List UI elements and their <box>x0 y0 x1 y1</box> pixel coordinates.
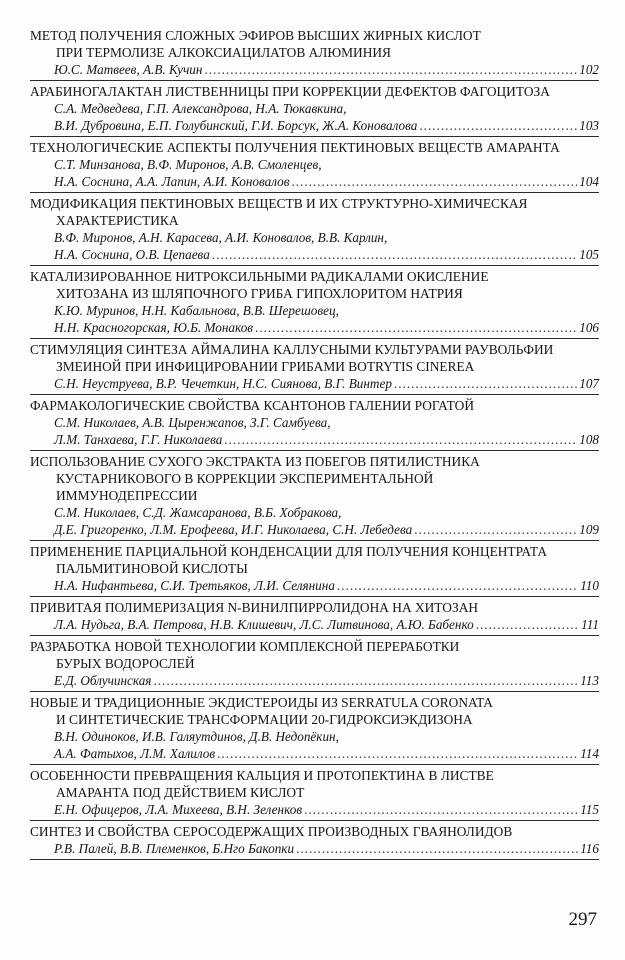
toc-entry <box>30 339 599 395</box>
entry-page-number: 109 <box>579 522 599 537</box>
toc-entry <box>30 636 599 692</box>
entry-title-line: МЕТОД ПОЛУЧЕНИЯ СЛОЖНЫХ ЭФИРОВ ВЫСШИХ ЖИРНЫХ КИСЛОТ <box>30 28 481 43</box>
entry-title-line: СТИМУЛЯЦИЯ СИНТЕЗА АЙМАЛИНА КАЛЛУСНЫМИ КУЛЬТУРАМИ РАУВОЛЬФИИ <box>30 342 554 357</box>
entry-authors-line <box>30 173 599 190</box>
entry-title-line: ПРИ ТЕРМОЛИЗЕ АЛКОКСИАЦИЛАТОВ АЛЮМИНИЯ <box>56 45 391 60</box>
entry-page-number: 113 <box>580 673 599 688</box>
toc-entry <box>30 395 599 451</box>
entry-authors-line <box>30 521 599 538</box>
dot-leader <box>212 246 577 263</box>
entry-title-line: КАТАЛИЗИРОВАННОЕ НИТРОКСИЛЬНЫМИ РАДИКАЛАМИ ОКИСЛЕНИЕ <box>30 269 489 284</box>
dot-leader <box>476 616 579 633</box>
entry-page-number: 110 <box>580 578 599 593</box>
entry-authors: Н.А. Соснина, А.А. Лапин, А.И. Коновалов <box>54 174 290 189</box>
entry-authors: С.Н. Неуструева, В.Р. Чечеткин, Н.С. Сиянова, В.Г. Винтер <box>54 376 392 391</box>
entry-title-line: НОВЫЕ И ТРАДИЦИОННЫЕ ЭКДИСТЕРОИДЫ ИЗ SERRATULA CORONATA <box>30 695 493 710</box>
entry-page-number: 111 <box>581 617 599 632</box>
entry-authors-line <box>30 117 599 134</box>
entry-authors-line <box>30 577 599 594</box>
entry-title-line: АРАБИНОГАЛАКТАН ЛИСТВЕННИЦЫ ПРИ КОРРЕКЦИИ ДЕФЕКТОВ ФАГОЦИТОЗА <box>30 84 550 99</box>
entry-authors-line <box>30 840 599 857</box>
entry-page-number: 114 <box>580 746 599 761</box>
entry-title-line: ОСОБЕННОСТИ ПРЕВРАЩЕНИЯ КАЛЬЦИЯ И ПРОТОПЕКТИНА В ЛИСТВЕ <box>30 768 494 783</box>
toc-entry <box>30 27 599 81</box>
entry-page-number: 104 <box>579 174 599 189</box>
entry-authors-line <box>30 801 599 818</box>
entry-authors-line <box>30 61 599 78</box>
entry-title-line: ФАРМАКОЛОГИЧЕСКИЕ СВОЙСТВА КСАНТОНОВ ГАЛЕНИИ РОГАТОЙ <box>30 398 475 413</box>
entry-authors: С.Т. Минзанова, В.Ф. Миронов, А.В. Смоленцев, <box>54 157 322 172</box>
entry-page-number: 106 <box>579 320 599 335</box>
entry-title-line: АМАРАНТА ПОД ДЕЙСТВИЕМ КИСЛОТ <box>56 785 305 800</box>
entry-authors-line <box>30 375 599 392</box>
page-number: 297 <box>568 909 597 930</box>
dot-leader <box>204 61 577 78</box>
entry-authors: Л.М. Танхаева, Г.Г. Николаева <box>54 432 223 447</box>
table-of-contents <box>30 27 599 860</box>
dot-leader <box>414 521 577 538</box>
toc-entry <box>30 451 599 541</box>
entry-authors: С.А. Медведева, Г.П. Александрова, Н.А. Тюкавкина, <box>54 101 347 116</box>
entry-page-number: 103 <box>579 118 599 133</box>
entry-authors-line <box>30 616 599 633</box>
entry-authors: Р.В. Палей, В.В. Племенков, Б.Нго Бакопки <box>54 841 295 856</box>
toc-entry <box>30 266 599 339</box>
entry-title-line: ИСПОЛЬЗОВАНИЕ СУХОГО ЭКСТРАКТА ИЗ ПОБЕГОВ ПЯТИЛИСТНИКА <box>30 454 480 469</box>
entry-authors: Е.Н. Офицеров, Л.А. Михеева, В.Н. Зеленков <box>54 802 303 817</box>
entry-page-number: 105 <box>579 247 599 262</box>
entry-title-line: ЗМЕИНОЙ ПРИ ИНФИЦИРОВАНИИ ГРИБАМИ BOTRYTIS CINEREA <box>56 359 475 374</box>
entry-title-line: ТЕХНОЛОГИЧЕСКИЕ АСПЕКТЫ ПОЛУЧЕНИЯ ПЕКТИНОВЫХ ВЕЩЕСТВ АМАРАНТА <box>30 140 560 155</box>
toc-entry <box>30 81 599 137</box>
dot-leader <box>217 745 578 762</box>
entry-title-line: КУСТАРНИКОВОГО В КОРРЕКЦИИ ЭКСПЕРИМЕНТАЛЬНОЙ <box>56 471 434 486</box>
entry-title-line: ИММУНОДЕПРЕССИИ <box>56 488 198 503</box>
entry-title-line: РАЗРАБОТКА НОВОЙ ТЕХНОЛОГИИ КОМПЛЕКСНОЙ ПЕРЕРАБОТКИ <box>30 639 460 654</box>
entry-authors: Л.А. Нудьга, В.А. Петрова, Н.В. Клишевич, Л.С. Литвинова, А.Ю. Бабенко <box>54 617 474 632</box>
entry-authors-line <box>30 745 599 762</box>
dot-leader <box>255 319 577 336</box>
entry-authors: Д.Е. Григоренко, Л.М. Ерофеева, И.Г. Николаева, С.Н. Лебедева <box>54 522 413 537</box>
entry-page-number: 108 <box>579 432 599 447</box>
entry-authors: Н.Н. Красногорская, Ю.Б. Монаков <box>54 320 254 335</box>
entry-title-line: И СИНТЕТИЧЕСКИЕ ТРАНСФОРМАЦИИ 20-ГИДРОКСИЭКДИЗОНА <box>56 712 473 727</box>
entry-title-line: СИНТЕЗ И СВОЙСТВА СЕРОСОДЕРЖАЩИХ ПРОИЗВОДНЫХ ГВАЯНОЛИДОВ <box>30 824 513 839</box>
toc-entry <box>30 765 599 821</box>
dot-leader <box>304 801 578 818</box>
entry-page-number: 115 <box>580 802 599 817</box>
entry-page-number: 116 <box>580 841 599 856</box>
entry-title-line: МОДИФИКАЦИЯ ПЕКТИНОВЫХ ВЕЩЕСТВ И ИХ СТРУКТУРНО-ХИМИЧЕСКАЯ <box>30 196 528 211</box>
entry-authors-line <box>30 431 599 448</box>
entry-authors-line <box>30 246 599 263</box>
entry-title-line: ПАЛЬМИТИНОВОЙ КИСЛОТЫ <box>56 561 248 576</box>
toc-entry <box>30 541 599 597</box>
entry-authors: В.Ф. Миронов, А.Н. Карасева, А.И. Коновалов, В.В. Карлин, <box>54 230 388 245</box>
dot-leader <box>153 672 578 689</box>
dot-leader <box>296 840 578 857</box>
toc-entry <box>30 597 599 636</box>
toc-entry <box>30 193 599 266</box>
entry-authors: В.Н. Одиноков, И.В. Галяутдинов, Д.В. Недопёкин, <box>54 729 339 744</box>
entry-title-line: БУРЫХ ВОДОРОСЛЕЙ <box>56 656 195 671</box>
toc-entry <box>30 692 599 765</box>
entry-authors: Е.Д. Облучинская <box>54 673 152 688</box>
entry-page-number: 107 <box>579 376 599 391</box>
entry-authors: К.Ю. Муринов, Н.Н. Кабальнова, В.В. Шерешовец, <box>54 303 339 318</box>
dot-leader <box>394 375 577 392</box>
entry-authors: Н.А. Нифантьева, С.И. Третьяков, Л.И. Селянина <box>54 578 335 593</box>
dot-leader <box>419 117 577 134</box>
entry-authors: С.М. Николаев, А.В. Цыренжапов, З.Г. Самбуева, <box>54 415 331 430</box>
entry-authors-line <box>30 319 599 336</box>
entry-title-line: ПРИМЕНЕНИЕ ПАРЦИАЛЬНОЙ КОНДЕНСАЦИИ ДЛЯ ПОЛУЧЕНИЯ КОНЦЕНТРАТА <box>30 544 548 559</box>
entry-title-line: ХАРАКТЕРИСТИКА <box>56 213 179 228</box>
entry-authors: В.И. Дубровина, Е.П. Голубинский, Г.И. Борсук, Ж.А. Коновалова <box>54 118 418 133</box>
dot-leader <box>291 173 577 190</box>
entry-page-number: 102 <box>579 62 599 77</box>
entry-authors: Ю.С. Матвеев, А.В. Кучин <box>54 62 203 77</box>
toc-entry <box>30 821 599 860</box>
entry-authors: А.А. Фатыхов, Л.М. Халилов <box>54 746 216 761</box>
entry-authors-line <box>30 672 599 689</box>
entry-title-line: ПРИВИТАЯ ПОЛИМЕРИЗАЦИЯ N-ВИНИЛПИРРОЛИДОНА НА ХИТОЗАН <box>30 600 479 615</box>
dot-leader <box>337 577 578 594</box>
entry-title-line: ХИТОЗАНА ИЗ ШЛЯПОЧНОГО ГРИБА ГИПОХЛОРИТОМ НАТРИЯ <box>56 286 463 301</box>
toc-entry <box>30 137 599 193</box>
entry-authors: С.М. Николаев, С.Д. Жамсаранова, В.Б. Хобракова, <box>54 505 342 520</box>
dot-leader <box>224 431 577 448</box>
entry-authors: Н.А. Соснина, О.В. Цепаева <box>54 247 210 262</box>
